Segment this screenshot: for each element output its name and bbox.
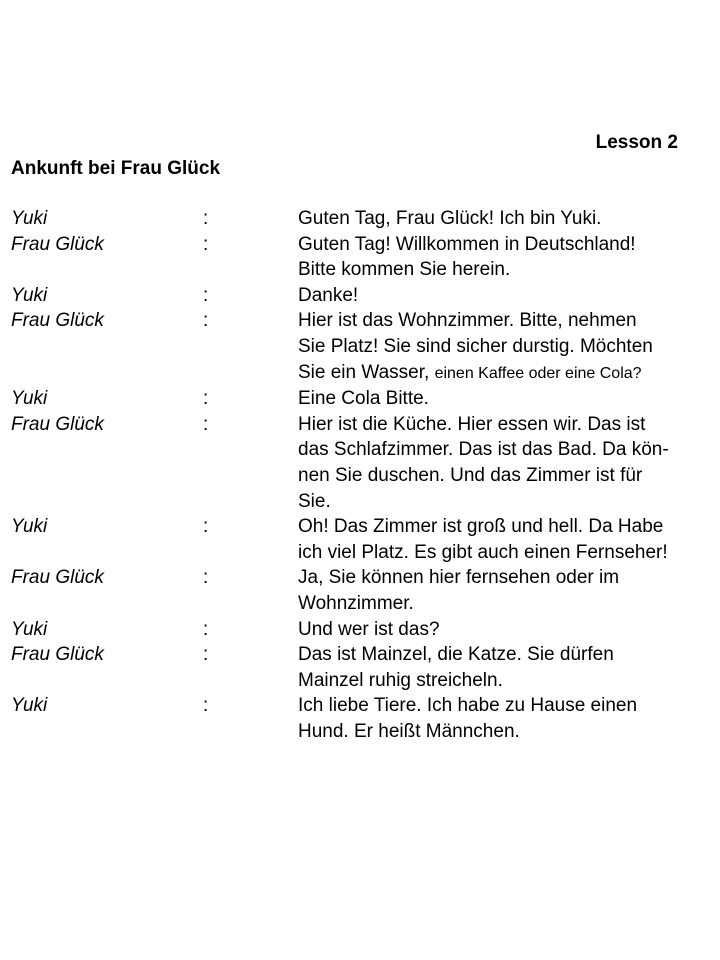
utterance-line — [298, 206, 703, 232]
dialogue-turn — [11, 693, 711, 744]
utterance-line-text: Und wer ist das? — [298, 618, 440, 640]
utterance-line — [298, 693, 703, 719]
utterance-line — [298, 257, 703, 283]
speaker-separator: : — [203, 618, 209, 640]
dialogue-turn — [11, 514, 711, 565]
utterance-line — [298, 360, 703, 387]
utterance-line — [298, 668, 703, 694]
dialogue-turn — [11, 283, 711, 309]
utterance-line — [298, 565, 703, 591]
utterance-line-text: Mainzel ruhig streicheln. — [298, 669, 503, 691]
utterance-line-text: Wohnzimmer. — [298, 592, 414, 614]
utterance-line-text: Guten Tag, Frau Glück! Ich bin Yuki. — [298, 208, 602, 229]
utterance-line — [298, 642, 703, 668]
utterance-line — [298, 232, 703, 258]
dialogue-title: Ankunft bei Frau Glück — [11, 158, 221, 179]
utterance-text — [298, 617, 703, 643]
utterance-line — [298, 540, 703, 566]
dialogue-turn — [11, 232, 711, 283]
utterance-line-text: Das ist Mainzel, die Katze. Sie dürfen — [298, 644, 614, 666]
utterance-line-text: Oh! Das Zimmer ist groß und hell. Da Habe — [298, 516, 664, 538]
speaker-name: Frau Glück — [11, 644, 104, 666]
utterance-line-text: das Schlafzimmer. Das ist das Bad. Da kön- — [298, 439, 669, 461]
utterance-text — [298, 642, 703, 693]
dialogue — [11, 206, 711, 744]
dialogue-turn — [11, 642, 711, 693]
lesson-number: Lesson 2 — [595, 132, 678, 153]
utterance-line-text: Ich liebe Tiere. Ich habe zu Hause einen — [298, 695, 638, 717]
utterance-line-text: Sie ein Wasser, — [298, 361, 430, 383]
speaker-separator: : — [203, 644, 209, 666]
utterance-text — [298, 693, 703, 744]
utterance-line-text: nen Sie duschen. Und das Zimmer ist für — [298, 464, 643, 486]
utterance-line — [298, 412, 703, 438]
utterance-line-text: Eine Cola Bitte. — [298, 388, 429, 410]
dialogue-turn — [11, 565, 711, 616]
utterance-line — [298, 308, 703, 334]
speaker-separator: : — [203, 233, 209, 255]
speaker-name: Frau Glück — [11, 567, 104, 589]
utterance-text — [298, 206, 703, 232]
utterance-line-text: Hier ist das Wohnzimmer. Bitte, nehmen — [298, 310, 637, 332]
speaker-name: Frau Glück — [11, 310, 104, 332]
utterance-line — [298, 489, 703, 515]
utterance-line-text: Sie Platz! Sie sind sicher durstig. Möchten — [298, 335, 653, 357]
utterance-line — [298, 617, 703, 643]
utterance-line — [298, 591, 703, 617]
speaker-name: Yuki — [11, 516, 48, 538]
dialogue-turn — [11, 206, 711, 232]
speaker-separator: : — [203, 208, 209, 229]
utterance-line-text: Bitte kommen Sie herein. — [298, 259, 511, 281]
utterance-line — [298, 463, 703, 489]
utterance-line-text: Hier ist die Küche. Hier essen wir. Das ist — [298, 413, 646, 435]
speaker-name: Yuki — [11, 695, 48, 717]
speaker-separator: : — [203, 310, 209, 332]
utterance-line — [298, 437, 703, 463]
utterance-small-tail: einen Kaffee oder eine Cola? — [434, 364, 642, 382]
utterance-text — [298, 308, 703, 386]
utterance-line-text: Hund. Er heißt Männchen. — [298, 720, 520, 742]
speaker-name: Frau Glück — [11, 233, 104, 255]
speaker-separator: : — [203, 413, 209, 435]
utterance-text — [298, 412, 703, 514]
speaker-name: Yuki — [11, 618, 48, 640]
speaker-separator: : — [203, 567, 209, 589]
dialogue-turn — [11, 617, 711, 643]
speaker-name: Yuki — [11, 388, 48, 410]
utterance-line-text: Guten Tag! Willkommen in Deutschland! — [298, 233, 636, 255]
utterance-line — [298, 386, 703, 412]
utterance-text — [298, 283, 703, 309]
utterance-text — [298, 232, 703, 283]
utterance-line-text: Danke! — [298, 284, 359, 306]
speaker-separator: : — [203, 516, 209, 538]
utterance-line — [298, 719, 703, 745]
speaker-separator: : — [203, 388, 209, 410]
dialogue-turn — [11, 386, 711, 412]
speaker-name: Yuki — [11, 284, 48, 306]
utterance-line — [298, 334, 703, 360]
dialogue-turn — [11, 308, 711, 386]
speaker-separator: : — [203, 284, 209, 306]
utterance-text — [298, 386, 703, 412]
speaker-separator: : — [203, 695, 209, 717]
utterance-text — [298, 514, 703, 565]
utterance-line — [298, 283, 703, 309]
utterance-line — [298, 514, 703, 540]
utterance-line-text: Ja, Sie können hier fernsehen oder im — [298, 567, 620, 589]
utterance-text — [298, 565, 703, 616]
dialogue-turn — [11, 412, 711, 514]
speaker-name: Yuki — [11, 208, 48, 229]
utterance-line-text: ich viel Platz. Es gibt auch einen Fernseher! — [298, 541, 668, 563]
speaker-name: Frau Glück — [11, 413, 104, 435]
utterance-line-text: Sie. — [298, 490, 331, 512]
